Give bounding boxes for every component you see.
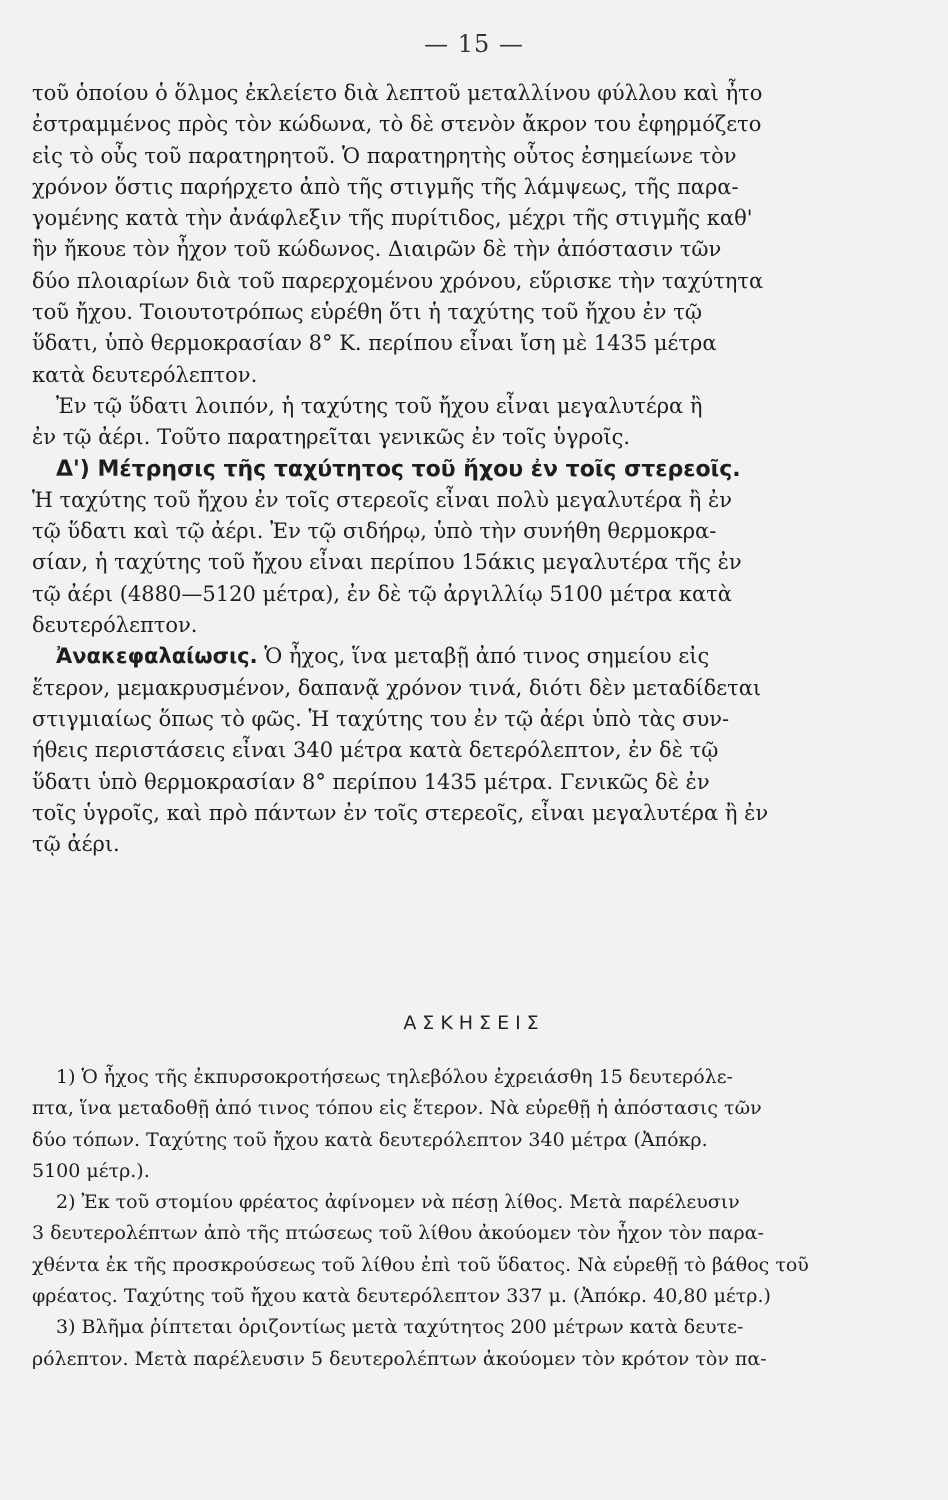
text-line: ήθεις περιστάσεις εἶναι 340 μέτρα κατὰ δετερόλεπτον, ἐν δὲ τῷ: [32, 738, 719, 763]
exercise-line: 3 δευτερολέπτων ἀπὸ τῆς πτώσεως τοῦ λίθου ἀκούομεν τὸν ἦχον τὸν παρα-: [32, 1222, 764, 1245]
exercise-line: 1) Ὁ ἦχος τῆς ἐκπυρσοκροτήσεως τηλεβόλου ἐχρειάσθη 15 δευτερόλε-: [56, 1066, 733, 1088]
text-line: τῷ ἀέρι.: [32, 832, 120, 857]
text-line: σίαν, ἡ ταχύτης τοῦ ἤχου εἶναι περίπου 15άκις μεγαλυτέρα τῆς ἐν: [32, 550, 742, 575]
exercise-line: πτα, ἵνα μεταδοθῇ ἀπό τινος τόπου εἰς ἕτερον. Νὰ εὑρεθῇ ἡ ἀπόστασις τῶν: [32, 1097, 762, 1120]
text-line: κατὰ δευτερόλεπτον.: [32, 362, 258, 387]
summary-heading: Ἀνακεφαλαίωσις.: [56, 644, 258, 669]
exercises-title: ΑΣΚΗΣΕΙΣ: [403, 1012, 545, 1034]
page-number: — 15 —: [424, 30, 524, 58]
text-line: δύο πλοιαρίων διὰ τοῦ παρερχομένου χρόνου, εὕρισκε τὴν ταχύτητα: [32, 268, 764, 293]
text-line: τοῦ ὁποίου ὁ ὅλμος ἐκλείετο διὰ λεπτοῦ μεταλλίνου φύλλου καὶ ἦτο: [32, 81, 763, 105]
summary-first-text: Ὁ ἦχος, ἵνα μεταβῇ ἀπό τινος σημείου εἰς: [264, 644, 710, 669]
exercise-line: 2) Ἐκ τοῦ στομίου φρέατος ἀφίνομεν νὰ πέσῃ λίθος. Μετὰ παρέλευσιν: [56, 1191, 740, 1214]
text-line: Ἡ ταχύτης τοῦ ἤχου ἐν τοῖς στερεοῖς εἶναι πολὺ μεγαλυτέρα ἢ ἐν: [32, 487, 733, 512]
exercises-list: [32, 1062, 822, 1375]
text-line: στιγμιαίως ὅπως τὸ φῶς. Ἡ ταχύτης του ἐν τῷ ἀέρι ὑπὸ τὰς συν-: [32, 706, 730, 731]
text-line: γομένης κατὰ τὴν ἀνάφλεξιν τῆς πυρίτιδος, μέχρι τῆς στιγμῆς καθ': [32, 206, 753, 231]
summary-first-line: [32, 641, 822, 672]
text-line: Ἐν τῷ ὕδατι λοιπόν, ἡ ταχύτης τοῦ ἤχου εἶναι μεγαλυτέρα ἢ: [56, 393, 703, 418]
text-line: τῷ ἀέρι (4880—5120 μέτρα), ἐν δὲ τῷ ἀργιλλίῳ 5100 μέτρα κατὰ: [32, 581, 732, 606]
text-line: δευτερόλεπτον.: [32, 613, 198, 638]
body-text: [32, 78, 822, 860]
text-line: ἣν ἤκουε τὸν ἦχον τοῦ κώδωνος. Διαιρῶν δὲ τὴν ἀπόστασιν τῶν: [32, 237, 722, 262]
text-line: ὕδατι ὑπὸ θερμοκρασίαν 8° περίπου 1435 μέτρα. Γενικῶς δὲ ἐν: [32, 769, 710, 794]
exercise-line: φρέατος. Ταχύτης τοῦ ἤχου κατὰ δευτερόλεπτον 337 μ. (Ἀπόκρ. 40,80 μέτρ.): [32, 1285, 771, 1308]
section-heading: Δ') Μέτρησις τῆς ταχύτητος τοῦ ἤχου ἐν τοῖς στερεοῖς.: [56, 456, 741, 482]
text-line: τοῦ ἤχου. Τοιουτοτρόπως εὑρέθη ὅτι ἡ ταχύτης τοῦ ἤχου ἐν τῷ: [32, 300, 702, 325]
exercise-line: 3) Βλῆμα ῥίπτεται ὁριζοντίως μετὰ ταχύτητος 200 μέτρων κατὰ δευτε-: [56, 1316, 744, 1339]
text-line: χρόνον ὅστις παρήρχετο ἀπὸ τῆς στιγμῆς τῆς λάμψεως, τῆς παρα-: [32, 174, 739, 199]
exercise-line: ρόλεπτον. Μετὰ παρέλευσιν 5 δευτερολέπτων ἀκούομεν τὸν κρότον τὸν πα-: [32, 1347, 767, 1370]
text-line: τοῖς ὑγροῖς, καὶ πρὸ πάντων ἐν τοῖς στερεοῖς, εἶναι μεγαλυτέρα ἢ ἐν: [32, 800, 769, 825]
exercise-line: δύο τόπων. Ταχύτης τοῦ ἤχου κατὰ δευτερόλεπτον 340 μέτρα (Ἀπόκρ.: [32, 1128, 708, 1151]
text-line: ὕδατι, ὑπὸ θερμοκρασίαν 8° Κ. περίπου εἶναι ἴση μὲ 1435 μέτρα: [32, 331, 717, 356]
text-line: ἐν τῷ ἀέρι. Τοῦτο παρατηρεῖται γενικῶς ἐν τοῖς ὑγροῖς.: [32, 425, 631, 450]
exercise-line: 5100 μέτρ.).: [32, 1159, 150, 1182]
exercise-line: χθέντα ἐκ τῆς προσκρούσεως τοῦ λίθου ἐπὶ τοῦ ὕδατος. Νὰ εὑρεθῇ τὸ βάθος τοῦ: [32, 1253, 809, 1276]
text-line: εἰς τὸ οὖς τοῦ παρατηρητοῦ. Ὁ παρατηρητὴς οὗτος ἐσημείωνε τὸν: [32, 143, 737, 168]
text-line: ἕτερον, μεμακρυσμένον, δαπανᾷ χρόνον τινά, διότι δὲν μεταδίδεται: [32, 675, 762, 700]
text-line: ἐστραμμένος πρὸς τὸν κώδωνα, τὸ δὲ στενὸν ἄκρον του ἐφηρμόζετο: [32, 112, 762, 137]
text-line: τῷ ὕδατι καὶ τῷ ἀέρι. Ἐν τῷ σιδήρῳ, ὑπὸ τὴν συνήθη θερμοκρα-: [32, 519, 717, 544]
